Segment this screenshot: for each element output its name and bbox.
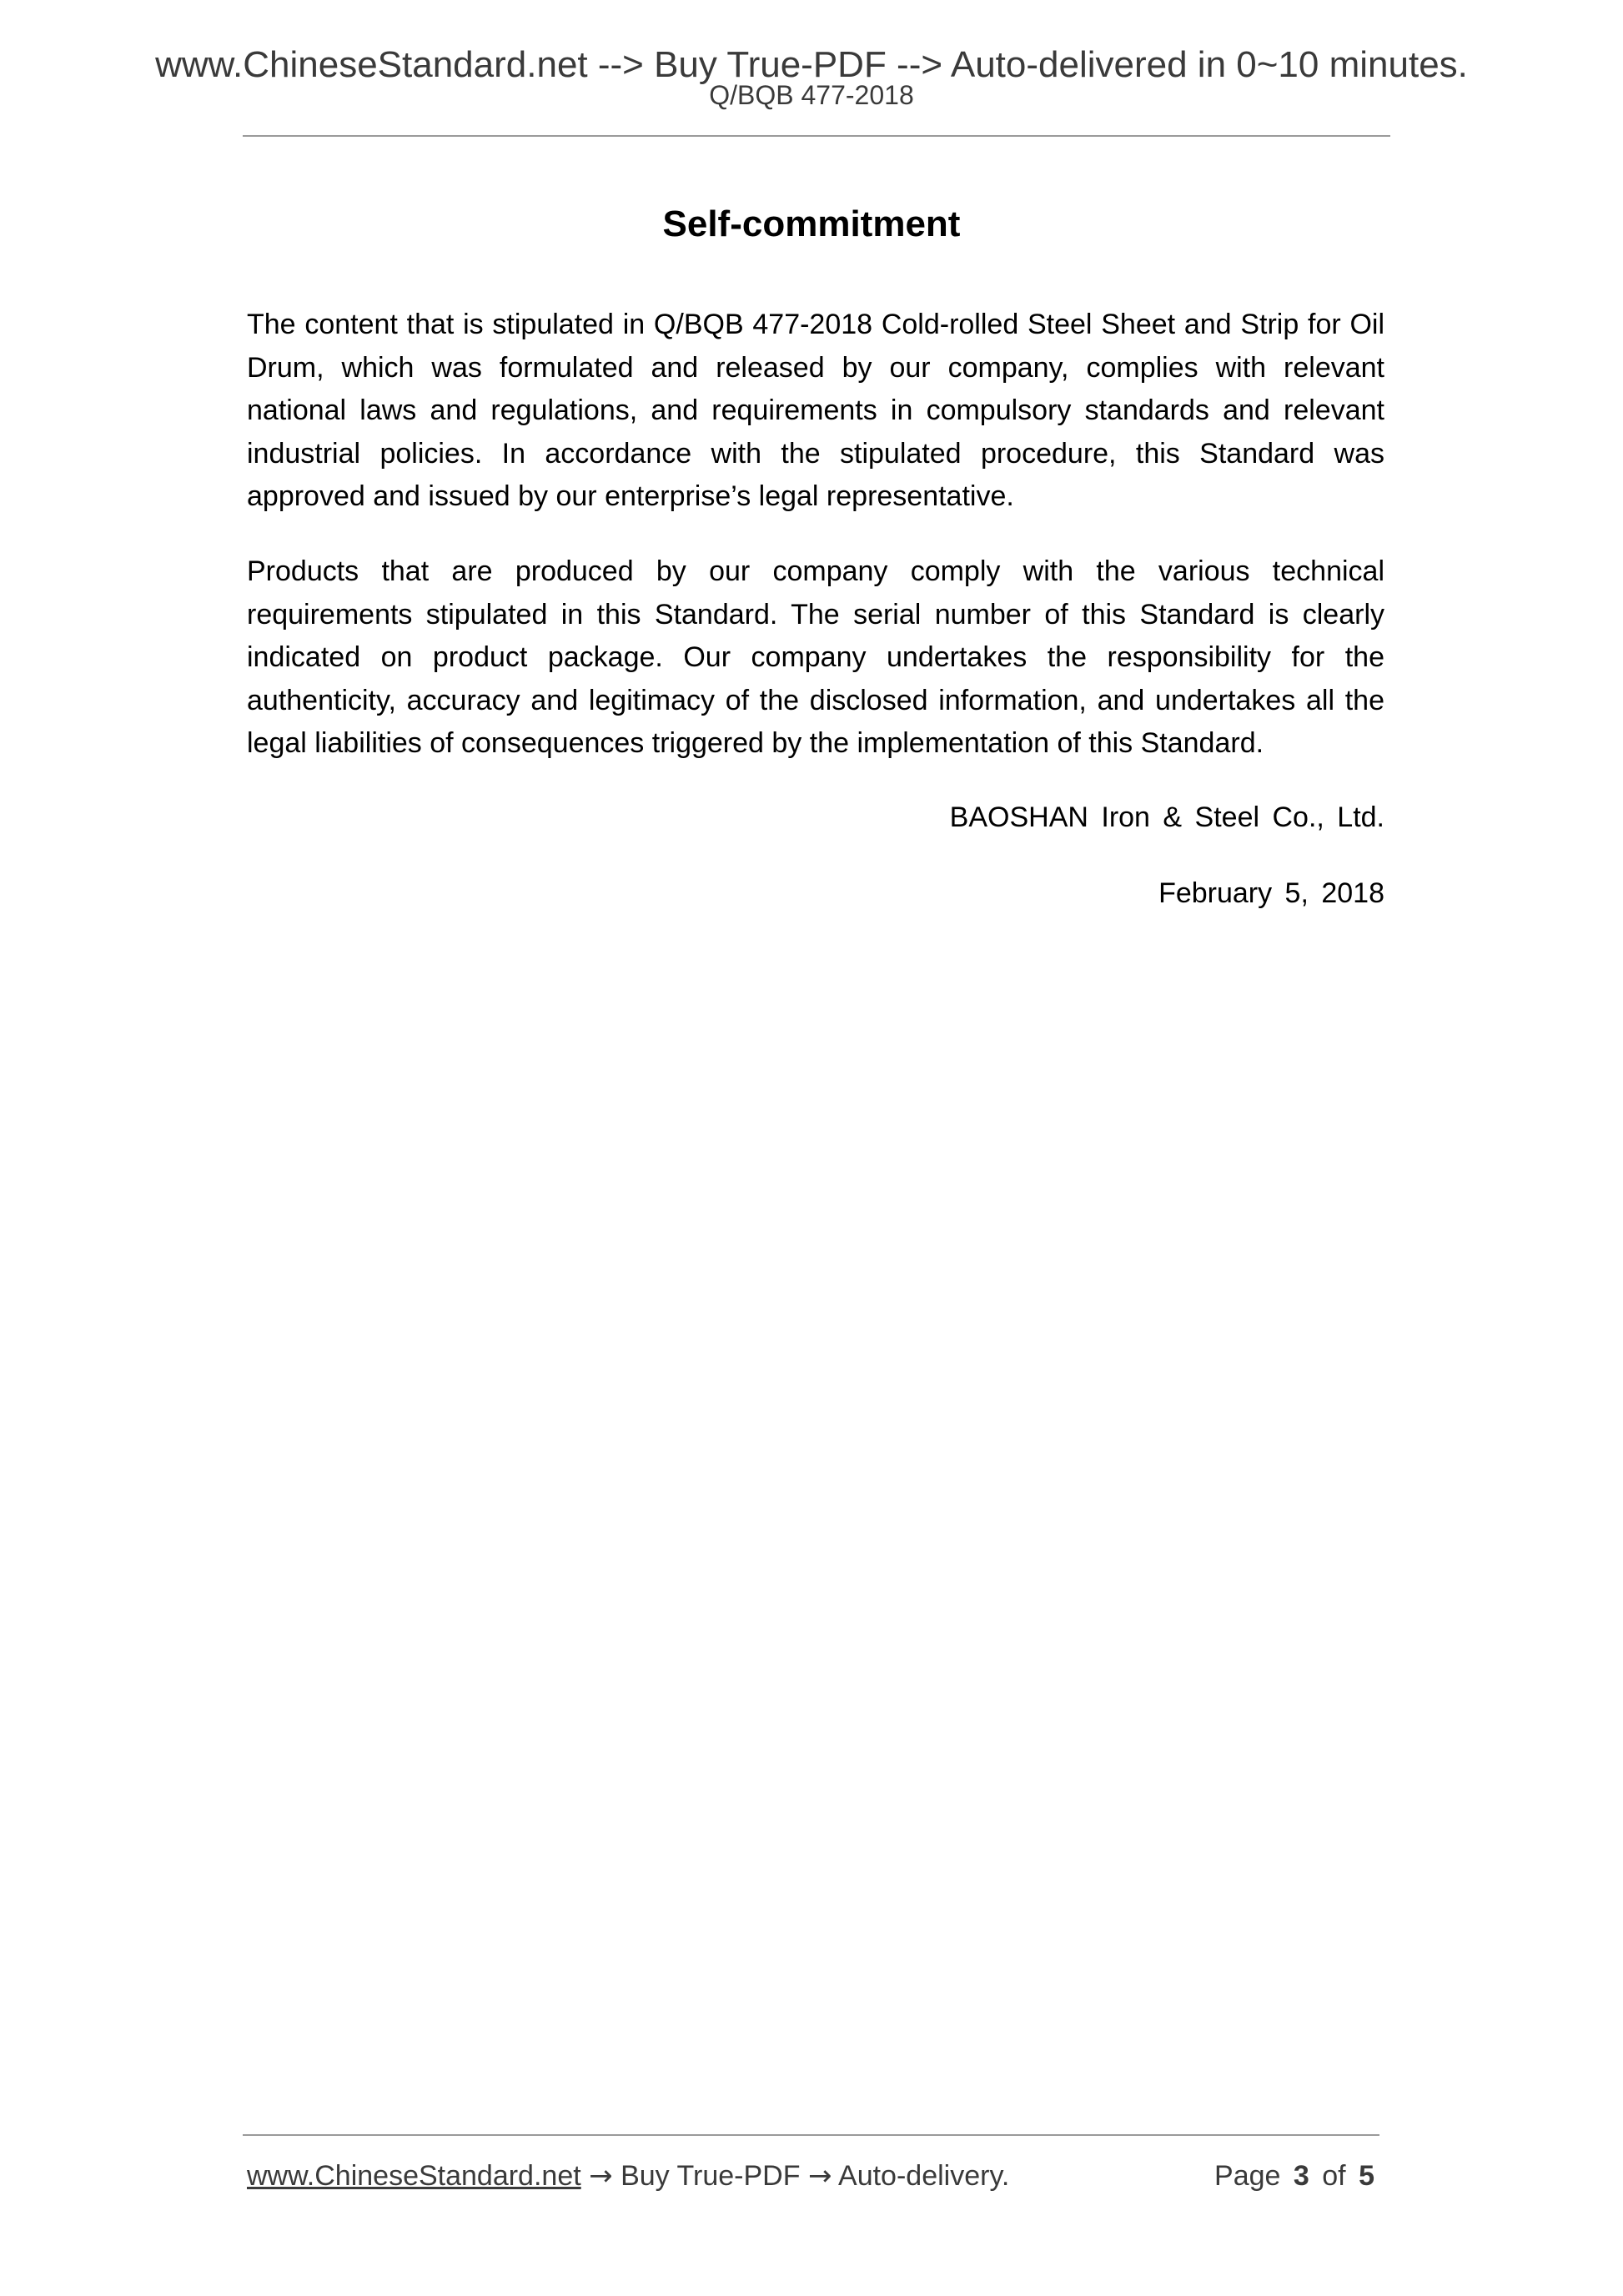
header-divider	[243, 135, 1390, 137]
arrow-right-icon: →	[807, 2159, 832, 2193]
paragraph-1: The content that is stipulated in Q/BQB 477-2018 Cold-rolled Steel Sheet and Strip for Oil Drum, which was formulated and released by our company, complies with relevant national laws and regulations, and requirements in compulsory standards and relevant industrial policies. In accordance with the stipulated procedure, this Standard was approved and issued by our enterprise’s legal representative.	[247, 309, 1384, 512]
footer-site-link[interactable]: www.ChineseStandard.net	[247, 2160, 581, 2192]
footer-divider	[243, 2134, 1379, 2136]
footer-step-buy: Buy True-PDF	[621, 2160, 801, 2192]
page-label: Page	[1214, 2160, 1281, 2192]
top-banner: www.ChineseStandard.net --> Buy True-PDF --> Auto-delivered in 0~10 minutes.	[155, 44, 1468, 85]
footer-step-delivery: Auto-delivery.	[838, 2160, 1010, 2192]
page-number	[1214, 2158, 1374, 2193]
page-total: 5	[1359, 2160, 1374, 2192]
company-signature: BAOSHAN Iron & Steel Co., Ltd.	[949, 801, 1384, 833]
footer-nav	[247, 2158, 1009, 2193]
document-code: Q/BQB 477-2018	[709, 80, 914, 110]
signature-date: February 5, 2018	[1158, 877, 1384, 909]
paragraph-2: Products that are produced by our company comply with the various technical requirements stipulated in this Standard. The serial number of this Standard is clearly indicated on product package. Our company undertakes the responsibility for the authenticity, accuracy and legitimacy of the disclosed information, and undertakes all the legal liabilities of consequences triggered by the implementation of this Standard.	[247, 555, 1384, 759]
page-title: Self-commitment	[662, 203, 961, 244]
arrow-right-icon: →	[589, 2159, 613, 2193]
page-of-label: of	[1322, 2160, 1346, 2192]
page-current: 3	[1293, 2160, 1309, 2192]
